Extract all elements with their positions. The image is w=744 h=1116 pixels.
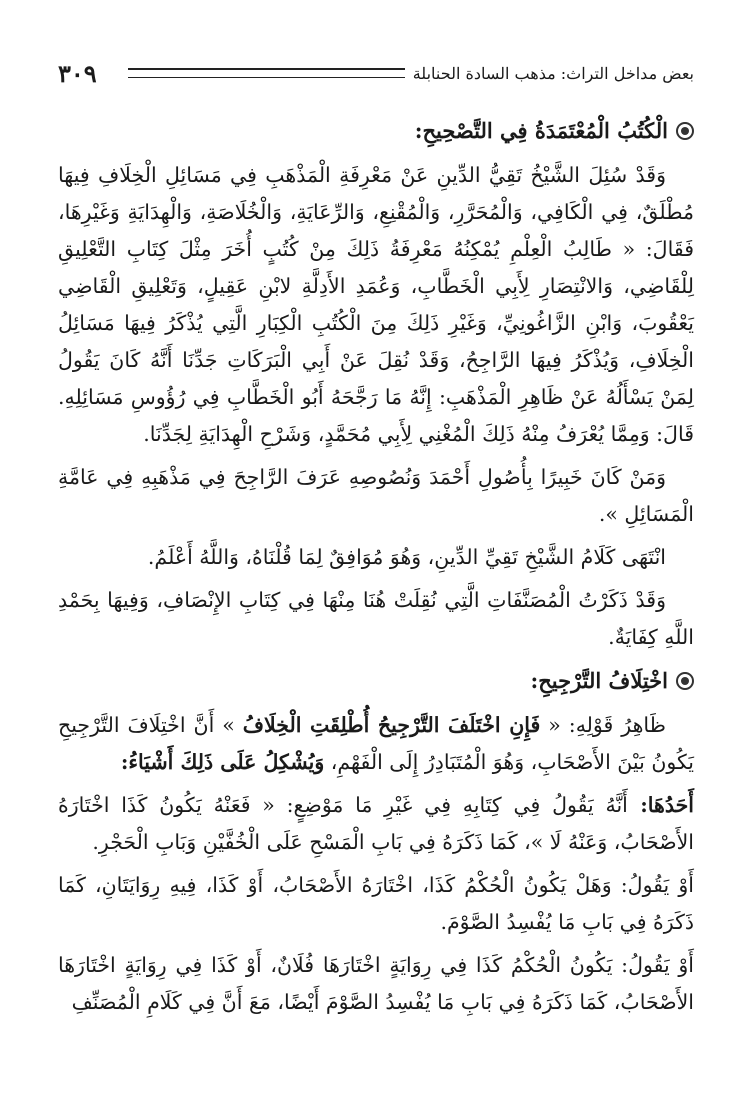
section-heading-approved-books bbox=[58, 112, 694, 149]
text-span: أَنَّهُ يَقُولُ فِي كِتَابِهِ فِي غَيْرِ مَا مَوْضِعٍ: « فَعَنْهُ يَكُونُ كَذَا اخْتَارَهُ الأَصْحَابُ، وَعَنْهُ لَا »، كَمَا ذَكَرَهُ فِي بَابِ الْمَسْحِ عَلَى الْخُفَّيْنِ وَبَابِ الْحَجْرِ. bbox=[58, 793, 694, 854]
bold-quote: فَإِنِ اخْتَلَفَ التَّرْجِيحُ أُطْلِقَتِ الْخِلَافُ bbox=[242, 713, 541, 737]
page-body bbox=[58, 106, 694, 1027]
page-number: ٣٠٩ bbox=[58, 58, 97, 88]
paragraph: أَوْ يَقُولُ: يَكُونُ الْحُكْمُ كَذَا فِي رِوَايَةٍ اخْتَارَهَا فُلَانٌ، أَوْ كَذَا فِي رِوَايَةٍ اخْتَارَهَا الأَصْحَابُ، كَمَا ذَكَرَهُ فِي بَابِ مَا يُفْسِدُ الصَّوْمَ أَيْضًا، مَعَ أَنَّ فِي كَلَامِ الْمُصَنِّفِ bbox=[58, 953, 694, 1014]
flower-ornament-icon bbox=[676, 672, 694, 690]
section-heading-text: الْكُتُبُ الْمُعْتَمَدَةُ فِي التَّصْحِيحِ: bbox=[414, 118, 668, 143]
paragraph: انْتَهَى كَلَامُ الشَّيْخِ تَقِيِّ الدِّينِ، وَهُوَ مُوَافِقٌ لِمَا قُلْنَاهُ، وَاللَّهُ أَعْلَمُ. bbox=[147, 545, 666, 569]
text-span: » أَنَّ اخْتِلَافَ التَّرْجِيحِ يَكُونُ بَيْنَ الأَصْحَابِ، وَهُوَ الْمُتَبَادِرُ إِلَى الْفَهْمِ، bbox=[58, 713, 694, 774]
paragraph: وَقَدْ سُئِلَ الشَّيْخُ تَقِيُّ الدِّينِ عَنْ مَعْرِفَةِ الْمَذْهَبِ فِي مَسَائِلِ الْخِلَافِ فِيهَا مُطْلَقٌ، فِي الْكَافِي، وَالْمُحَرَّرِ، وَالْمُقْنِعِ، وَالرِّعَايَةِ، وَالْخُلَاصَةِ، وَالْهِدَايَةِ وَغَيْرِهَا، فَقَالَ: « طَالِبُ الْعِلْمِ يُمْكِنُهُ مَعْرِفَةُ ذَلِكَ مِنْ كُتُبٍ أُخَرَ مِثْلَ كِتَابِ التَّعْلِيقِ لِلْقَاضِي، وَالانْتِصَارِ لِأَبِي الْخَطَّابِ، وَعُمَدِ الأَدِلَّةِ لابْنِ عَقِيلٍ، وَتَعْلِيقِ الْقَاضِي يَعْقُوبَ، وَابْنِ الزَّاغُونِيِّ، وَغَيْرِ ذَلِكَ مِنَ الْكُتُبِ الْكِبَارِ الَّتِي يُذْكَرُ فِيهَا مَسَائِلُ الْخِلَافِ، وَيُذْكَرُ فِيهَا الرَّاجِحُ، وَقَدْ نُقِلَ عَنْ أَبِي الْبَرَكَاتِ جَدِّنَا أَنَّهُ كَانَ يَقُولُ لِمَنْ يَسْأَلُهُ عَنْ ظَاهِرِ الْمَذْهَبِ: إِنَّهُ مَا رَجَّحَهُ أَبُو الْخَطَّابِ فِي رُؤُوسِ مَسَائِلِهِ. قَالَ: وَمِمَّا يُعْرَفُ مِنْهُ ذَلِكَ الْمُغْنِي لِأَبِي مُحَمَّدٍ، وَشَرْحِ الْهِدَايَةِ لِجَدِّنَا. bbox=[58, 163, 695, 446]
paragraph: وَقَدْ ذَكَرْتُ الْمُصَنَّفَاتِ الَّتِي نُقِلَتْ هُنَا مِنْهَا فِي كِتَابِ الإِنْصَافِ، وَفِيهَا بِحَمْدِ اللَّهِ كِفَايَةٌ. bbox=[58, 588, 694, 649]
paragraph: أَوْ يَقُولُ: وَهَلْ يَكُونُ الْحُكْمُ كَذَا، اخْتَارَهُ الأَصْحَابُ، أَوْ كَذَا، فِيهِ رِوَايَتَانِ، كَمَا ذَكَرَهُ فِي بَابِ مَا يُفْسِدُ الصَّوْمَ. bbox=[58, 873, 694, 934]
paragraph bbox=[58, 707, 694, 781]
flower-ornament-icon bbox=[676, 122, 694, 140]
running-title: بعض مداخل التراث: مذهب السادة الحنابلة bbox=[412, 63, 694, 83]
header-rule bbox=[128, 68, 405, 78]
page-header bbox=[58, 56, 694, 90]
paragraph bbox=[58, 787, 694, 861]
bold-lead: أَحَدُهَا: bbox=[627, 793, 694, 817]
bold-phrase: وَيُشْكِلُ عَلَى ذَلِكَ أَشْيَاءُ: bbox=[120, 750, 325, 774]
section-heading-tarjih-differences bbox=[58, 662, 694, 699]
section-heading-text: اخْتِلَافُ التَّرْجِيحِ: bbox=[530, 668, 668, 693]
text-span: ظَاهِرُ قَوْلِهِ: « bbox=[540, 713, 666, 737]
paragraph: وَمَنْ كَانَ خَبِيرًا بِأُصُولِ أَحْمَدَ وَنُصُوصِهِ عَرَفَ الرَّاجِحَ فِي مَذْهَبِهِ فِي عَامَّةِ الْمَسَائِلِ ». bbox=[58, 465, 694, 526]
